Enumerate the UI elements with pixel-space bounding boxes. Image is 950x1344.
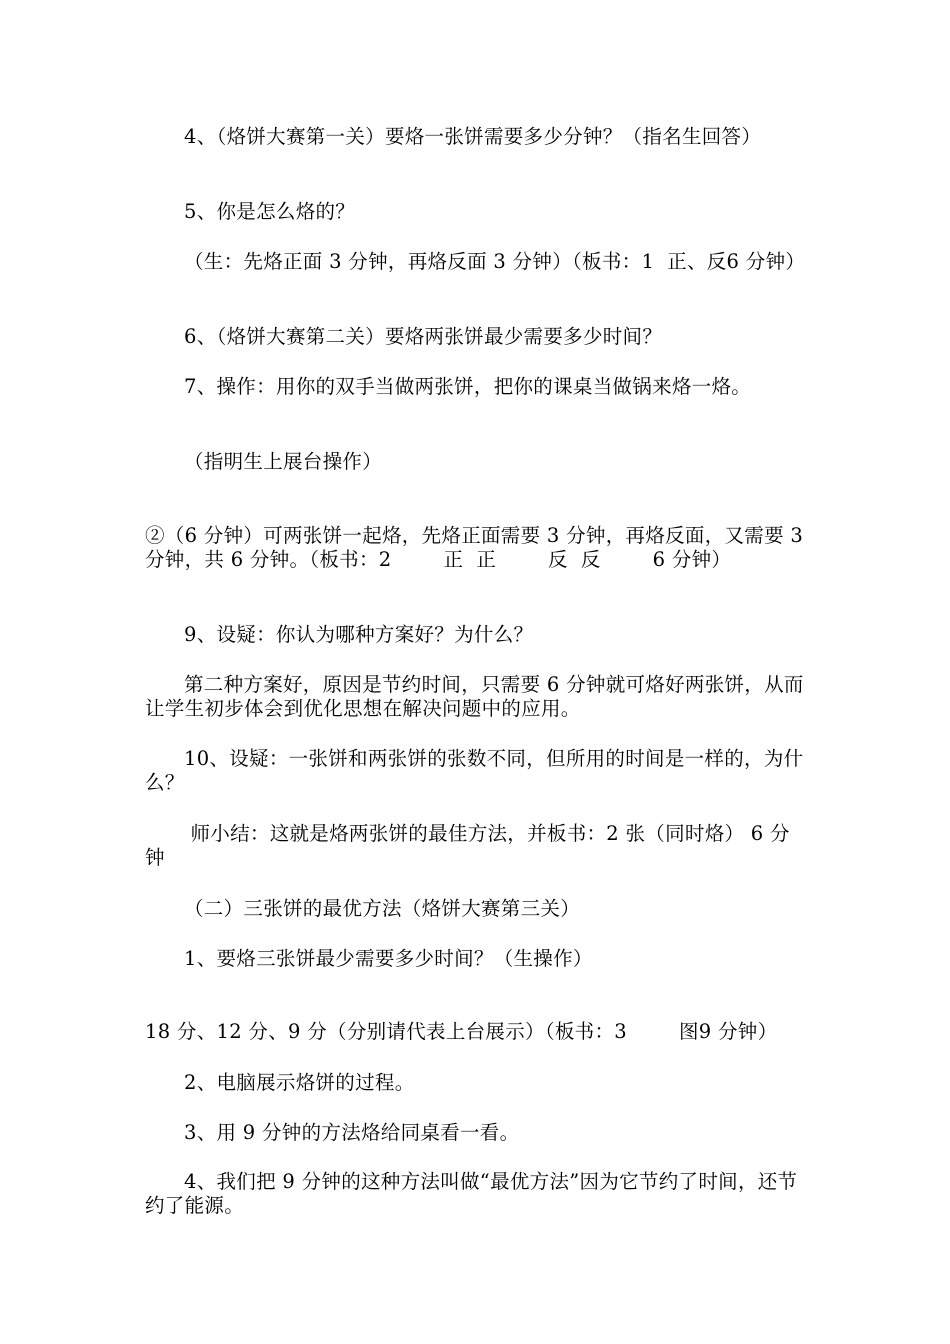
paragraph-12: （二）三张饼的最优方法（烙饼大赛第三关） — [145, 897, 581, 920]
paragraph-14: 18 分、12 分、9 分（分别请代表上台展示）（板书：3 图9 分钟） — [145, 996, 778, 1043]
paragraph-15: 2、电脑展示烙饼的过程。 — [145, 1071, 415, 1094]
paragraph-16: 3、用 9 分钟的方法烙给同桌看一看。 — [145, 1121, 520, 1144]
paragraph-11: 师小结：这就是烙两张饼的最佳方法，并板书：2 张（同时烙） 6 分钟 — [145, 822, 790, 869]
paragraph-9: 第二种方案好，原因是节约时间，只需要 6 分钟就可烙好两张饼，从而让学生初步体会到优化思想在解决问题中的应用。 — [145, 673, 804, 720]
paragraph-6: （指明生上展台操作） — [145, 450, 383, 473]
paragraph-10: 10、设疑：一张饼和两张饼的张数不同，但所用的时间是一样的，为什么？ — [145, 747, 804, 794]
paragraph-17: 4、我们把 9 分钟的这种方法叫做“最优方法”因为它节约了时间，还节约了能源。 — [145, 1170, 798, 1217]
paragraph-3: （生：先烙正面 3 分钟，再烙反面 3 分钟）（板书：1 正、反6 分钟） — [145, 250, 806, 273]
paragraph-5: 7、操作：用你的双手当做两张饼，把你的课桌当做锅来烙一烙。 — [145, 375, 752, 398]
paragraph-4: 6、（烙饼大赛第二关）要烙两张饼最少需要多少时间？ — [145, 325, 663, 348]
paragraph-7: ②（6 分钟）可两张饼一起烙，先烙正面需要 3 分钟，再烙反面，又需要 3 分钟，共 6 分钟。（板书：2 正 正 反 反 6 分钟） — [145, 524, 810, 571]
paragraph-13: 1、要烙三张饼最少需要多少时间？（生操作） — [145, 947, 593, 970]
paragraph-2: 5、你是怎么烙的？ — [145, 200, 356, 223]
paragraph-1: 4、（烙饼大赛第一关）要烙一张饼需要多少分钟？（指名生回答） — [145, 125, 762, 148]
paragraph-8: 9、设疑：你认为哪种方案好？为什么？ — [145, 623, 534, 646]
